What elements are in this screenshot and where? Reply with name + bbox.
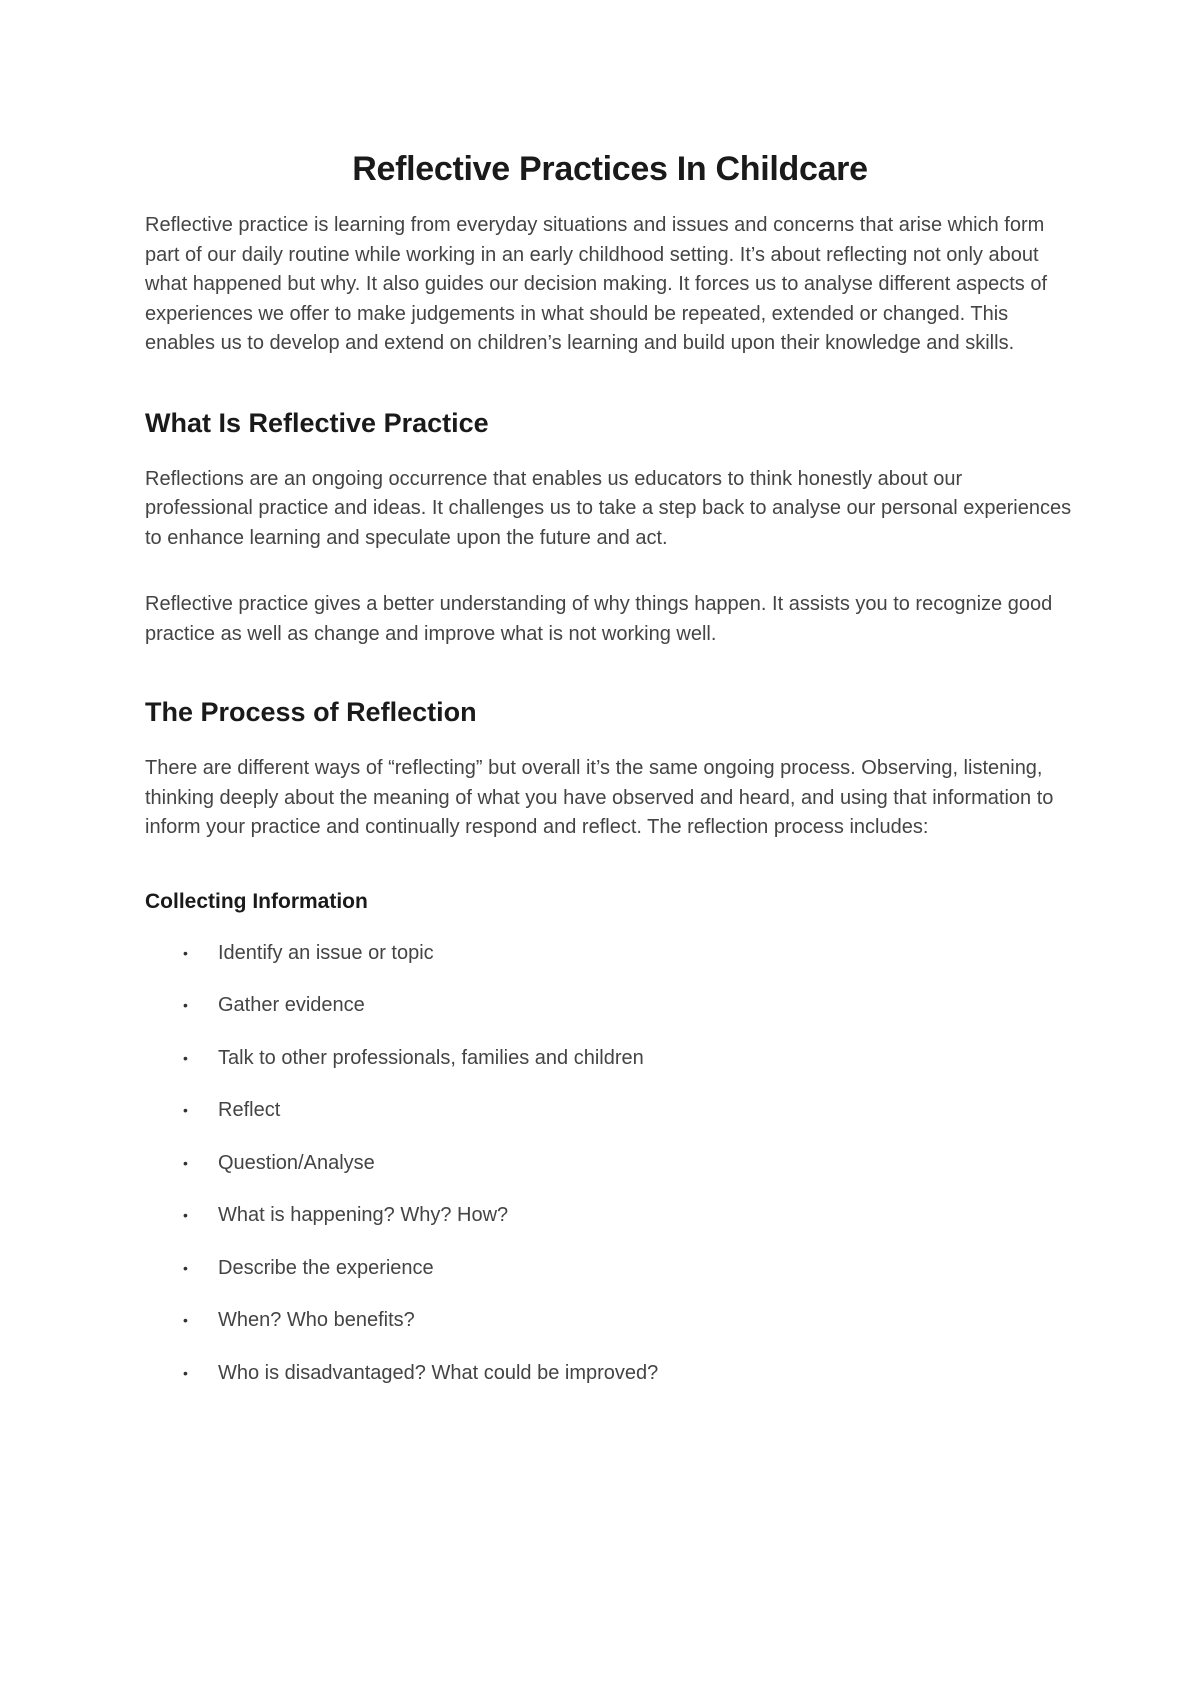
list-item (145, 1253, 1075, 1306)
list-item (145, 1043, 1075, 1096)
list-item-text: Identify an issue or topic (218, 941, 434, 964)
list-item (145, 1305, 1075, 1358)
bullet-icon: • (183, 1049, 188, 1066)
section-heading-what-is-reflective-practice: What Is Reflective Practice (145, 407, 489, 438)
list-item (145, 990, 1075, 1043)
bullet-icon: • (183, 1207, 188, 1223)
section1-paragraph-1: Reflections are an ongoing occurrence that enables us educators to think honestly about our professional practice and ideas. It challenges us to take a step back to analyse our personal experiences to enhance learning and speculate upon the future and act. (145, 467, 1072, 549)
list-item-text: Describe the experience (218, 1256, 434, 1279)
list-item-text: Who is disadvantaged? What could be improved? (218, 1361, 659, 1384)
list-item-text: When? Who benefits? (218, 1309, 415, 1331)
bullet-icon: • (183, 1154, 188, 1171)
list-item-text: Question/Analyse (218, 1151, 375, 1174)
document-page (145, 150, 1075, 1410)
section1-paragraph-2: Reflective practice gives a better understanding of why things happen. It assists you to recognize good practice as well as change and improve what is not working well. (145, 593, 1053, 645)
list-item-text: What is happening? Why? How? (218, 1204, 509, 1226)
bullet-icon: • (183, 997, 188, 1013)
bullet-icon: • (183, 1259, 188, 1276)
bullet-icon: • (183, 1102, 188, 1118)
list-item-text: Reflect (218, 1099, 281, 1121)
bullet-icon: • (183, 944, 188, 961)
list-item (145, 1358, 1075, 1411)
document-title: Reflective Practices In Childcare (352, 150, 868, 188)
list-item (145, 1148, 1075, 1201)
section-heading-process-of-reflection: The Process of Reflection (145, 697, 477, 727)
list-item (145, 938, 1075, 991)
section2-paragraph-1: There are different ways of “reflecting” but overall it’s the same ongoing process. Observing, listening, thinking deeply about the meaning of what you have observed and heard, and using that information to inform your practice and continually respond and reflect. The reflection process includes: (145, 757, 1054, 838)
list-item-text: Gather evidence (218, 994, 365, 1016)
bullet-icon: • (183, 1364, 188, 1381)
list-item (145, 1095, 1075, 1148)
subheading-collecting-information: Collecting Information (145, 889, 368, 913)
list-item (145, 1200, 1075, 1253)
collecting-information-list (145, 938, 1075, 1411)
intro-paragraph: Reflective practice is learning from everyday situations and issues and concerns that arise which form part of our daily routine while working in an early childhood setting. It’s about reflecting not only about what happened but why. It also guides our decision making. It forces us to analyse different aspects of experiences we offer to make judgements in what should be repeated, extended or changed. This enables us to develop and extend on children’s learning and build upon their knowledge and skills. (145, 214, 1048, 354)
list-item-text: Talk to other professionals, families and children (218, 1046, 644, 1069)
bullet-icon: • (183, 1312, 188, 1328)
